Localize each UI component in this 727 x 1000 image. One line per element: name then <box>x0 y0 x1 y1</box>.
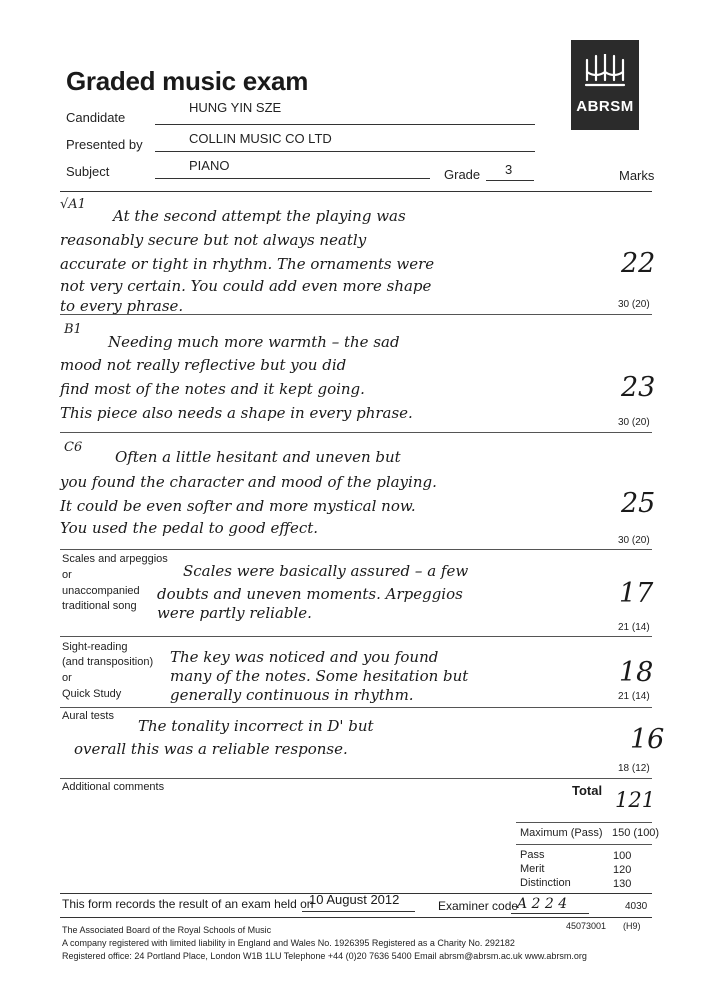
subject-label: Subject <box>66 164 110 179</box>
examiner-code-value: A 2 2 4 <box>517 896 568 912</box>
section-a1-mark: 22 <box>621 248 656 279</box>
comment-line: This piece also needs a shape in every phrase. <box>60 404 413 422</box>
aural-max: 18 (12) <box>618 763 650 774</box>
section-divider <box>60 636 652 637</box>
logo-text: ABRSM <box>576 98 634 115</box>
candidate-value: HUNG YIN SZE <box>189 100 282 115</box>
comment-line: You used the pedal to good effect. <box>60 519 319 537</box>
total-divider <box>516 822 652 823</box>
examiner-code-label: Examiner code <box>438 899 519 913</box>
comment-line: reasonably secure but not always neatly <box>60 231 367 249</box>
page-title: Graded music exam <box>66 66 309 96</box>
crown-icon <box>584 54 626 92</box>
section-divider <box>60 549 652 550</box>
scales-mark: 17 <box>619 578 654 609</box>
presented-by-label: Presented by <box>66 137 143 152</box>
additional-comments-label: Additional comments <box>62 781 165 793</box>
section-divider <box>60 432 652 433</box>
sight-reading-label: Sight-reading <box>62 641 128 653</box>
comment-line: you found the character and mood of the playing. <box>60 473 437 491</box>
comment-line: were partly reliable. <box>157 604 312 622</box>
section-a1-max: 30 (20) <box>618 299 650 310</box>
grade-label: Grade <box>444 167 481 182</box>
section-c6-max: 30 (20) <box>618 535 650 546</box>
section-c6-mark: 25 <box>621 488 656 519</box>
comment-line: It could be even softer and more mystical now. <box>60 497 416 515</box>
presented-by-value: COLLIN MUSIC CO LTD <box>189 131 332 146</box>
date-underline <box>302 911 415 912</box>
subject-underline <box>155 178 430 179</box>
header-divider <box>60 191 652 192</box>
comment-line: doubts and uneven moments. Arpeggios <box>157 585 463 603</box>
distinction-label: Distinction <box>520 877 571 889</box>
section-b1-id: B1 <box>64 322 82 337</box>
traditional-song-label: traditional song <box>62 600 137 612</box>
footer-org-line: The Associated Board of the Royal Schools of Music <box>62 925 272 935</box>
candidate-label: Candidate <box>66 110 126 125</box>
comment-line: mood not really reflective but you did <box>60 356 347 374</box>
comment-line: many of the notes. Some hesitation but <box>170 667 469 685</box>
merit-value: 120 <box>613 864 632 876</box>
aural-mark: 16 <box>630 724 665 755</box>
grade-underline <box>486 180 534 181</box>
total-value: 121 <box>615 788 656 812</box>
exam-date: 10 August 2012 <box>309 892 400 907</box>
section-a1-id: √A1 <box>60 197 86 212</box>
maximum-label: Maximum (Pass) <box>520 827 603 839</box>
unaccompanied-label: unaccompanied <box>62 585 140 597</box>
comment-line: The tonality incorrect in D' but <box>138 717 374 735</box>
comment-line: Needing much more warmth – the sad <box>108 333 400 351</box>
quick-study-label: Quick Study <box>62 688 122 700</box>
aural-tests-label: Aural tests <box>62 710 114 722</box>
form-code: 4030 <box>625 901 648 912</box>
subject-value: PIANO <box>189 158 230 173</box>
maximum-divider <box>516 844 652 845</box>
section-divider <box>60 778 652 779</box>
footer-bottom-divider <box>60 917 652 918</box>
footer-registration-line: A company registered with limited liability in England and Wales No. 1926395 Registered as a Charity No. 292182 <box>62 938 515 948</box>
section-b1-mark: 23 <box>621 372 656 403</box>
comment-line: not very certain. You could add even more shape <box>60 277 432 295</box>
abrsm-logo <box>571 40 639 130</box>
pass-value: 100 <box>613 850 632 862</box>
sight-or-label: or <box>62 672 72 684</box>
comment-line: At the second attempt the playing was <box>113 207 406 225</box>
section-c6-id: C6 <box>64 440 83 455</box>
examiner-underline <box>511 913 589 914</box>
scales-max: 21 (14) <box>618 622 650 633</box>
section-b1-max: 30 (20) <box>618 417 650 428</box>
section-divider <box>60 314 652 315</box>
marks-header: Marks <box>619 168 655 183</box>
sight-reading-max: 21 (14) <box>618 691 650 702</box>
serial-number: 45073001 <box>566 921 607 931</box>
sight-reading-mark: 18 <box>619 657 654 688</box>
maximum-value: 150 (100) <box>612 827 660 839</box>
comment-line: The key was noticed and you found <box>170 648 439 666</box>
grade-value: 3 <box>505 162 513 177</box>
candidate-underline <box>155 124 535 125</box>
distinction-value: 130 <box>613 878 632 890</box>
scales-or-label: or <box>62 569 72 581</box>
comment-line: to every phrase. <box>60 297 184 315</box>
comment-line: Often a little hesitant and uneven but <box>115 448 401 466</box>
comment-line: find most of the notes and it kept going. <box>60 380 365 398</box>
transposition-label: (and transposition) <box>62 656 154 668</box>
comment-line: overall this was a reliable response. <box>74 740 348 758</box>
presented-underline <box>155 151 535 152</box>
comment-line: generally continuous in rhythm. <box>170 686 414 704</box>
comment-line: accurate or tight in rhythm. The ornaments were <box>60 255 435 273</box>
merit-label: Merit <box>520 863 545 875</box>
scales-label: Scales and arpeggios <box>62 553 168 565</box>
total-label: Total <box>572 783 603 798</box>
version-code: (H9) <box>623 921 641 931</box>
footer-address-line: Registered office: 24 Portland Place, London W1B 1LU Telephone +44 (0)20 7636 5400 Email abrsm@abrsm.ac.uk www.abrsm.org <box>62 951 587 961</box>
section-divider <box>60 707 652 708</box>
comment-line: Scales were basically assured – a few <box>183 562 469 580</box>
pass-label: Pass <box>520 849 545 861</box>
record-label: This form records the result of an exam held on <box>62 897 314 911</box>
